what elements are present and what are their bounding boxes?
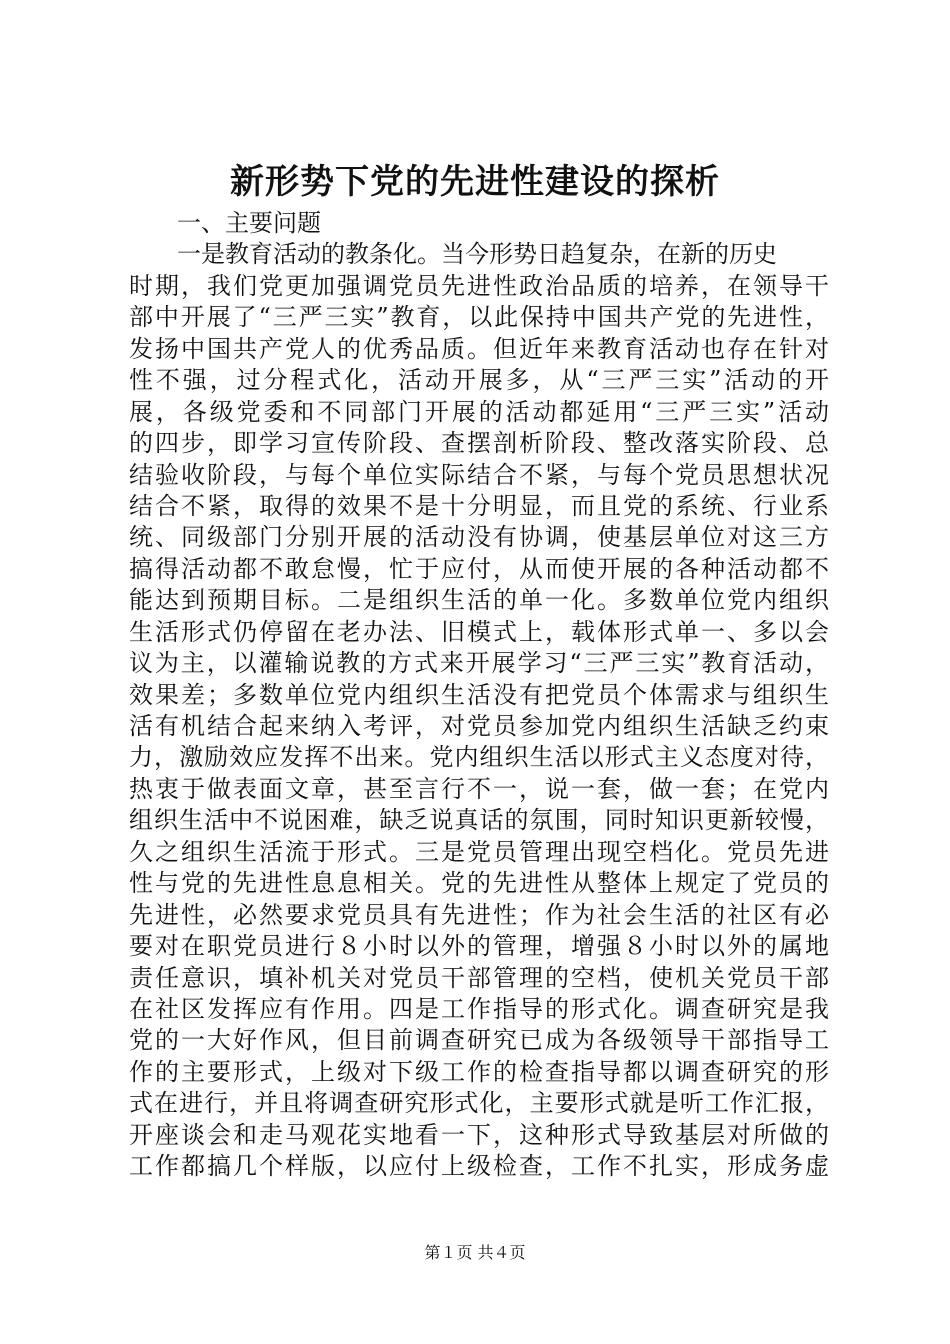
paragraph-line: 在社区发挥应有作用。四是工作指导的形式化。调查研究是我 (129, 994, 829, 1023)
paragraph-line: 党的一大好作风，但目前调查研究已成为各级领导干部指导工 (129, 1026, 829, 1055)
paragraph-line: 效果差；多数单位党内组织生活没有把党员个体需求与组织生 (129, 680, 829, 709)
paragraph-line: 时期，我们党更加强调党员先进性政治品质的培养，在领导干 (129, 271, 829, 300)
paragraph-line: 的四步，即学习宣传阶段、查摆剖析阶段、整改落实阶段、总 (129, 429, 829, 458)
paragraph-line: 热衷于做表面文章，甚至言行不一，说一套，做一套；在党内 (129, 774, 829, 803)
document-title: 新形势下党的先进性建设的探析 (230, 162, 720, 202)
paragraph-line: 责任意识，填补机关对党员干部管理的空档，使机关党员干部 (129, 963, 829, 992)
paragraph-line: 议为主，以灌输说教的方式来开展学习“三严三实”教育活动， (129, 649, 829, 678)
paragraph-line: 性不强，过分程式化，活动开展多，从“三严三实”活动的开 (129, 366, 829, 395)
page-number-footer: 第１页 共４页 (424, 1243, 526, 1262)
paragraph-line: 展，各级党委和不同部门开展的活动都延用“三严三实”活动 (129, 397, 829, 426)
document-body (129, 208, 829, 1183)
paragraph-line: 先进性，必然要求党员具有先进性；作为社会生活的社区有必 (129, 900, 829, 929)
paragraph-line: 工作都搞几个样版，以应付上级检查，工作不扎实，形成务虚 (129, 1152, 829, 1181)
paragraph-line: 活有机结合起来纳入考评，对党员参加党内组织生活缺乏约束 (129, 712, 829, 740)
paragraph-line: 力，激励效应发挥不出来。党内组织生活以形式主义态度对待， (129, 743, 829, 772)
paragraph-line: 久之组织生活流于形式。三是党员管理出现空档化。党员先进 (129, 837, 829, 866)
paragraph-line: 性与党的先进性息息相关。党的先进性从整体上规定了党员的 (129, 869, 829, 898)
paragraph-line: 一是教育活动的教条化。当今形势日趋复杂，在新的历史 (177, 240, 777, 269)
paragraph-line: 要对在职党员进行８小时以外的管理，增强８小时以外的属地 (129, 932, 829, 961)
paragraph-line: 能达到预期目标。二是组织生活的单一化。多数单位党内组织 (129, 586, 829, 615)
paragraph-line: 搞得活动都不敢怠慢，忙于应付，从而使开展的各种活动都不 (129, 554, 829, 583)
paragraph-line: 发扬中国共产党人的优秀品质。但近年来教育活动也存在针对 (129, 334, 829, 363)
paragraph-line: 组织生活中不说困难，缺乏说真话的氛围，同时知识更新较慢， (129, 806, 829, 835)
paragraph-line: 结验收阶段，与每个单位实际结合不紧，与每个党员思想状况 (129, 460, 829, 489)
paragraph-line: 生活形式仍停留在老办法、旧模式上，载体形式单一、多以会 (129, 617, 829, 646)
paragraph-line: 开座谈会和走马观花实地看一下，这种形式导致基层对所做的 (129, 1120, 829, 1149)
section-heading: 一、主要问题 (177, 209, 321, 237)
paragraph-line: 统、同级部门分别开展的活动没有协调，使基层单位对这三方 (129, 523, 829, 552)
paragraph-line: 结合不紧，取得的效果不是十分明显，而且党的系统、行业系 (129, 491, 829, 520)
paragraph-line: 作的主要形式，上级对下级工作的检查指导都以调查研究的形 (129, 1057, 829, 1086)
paragraph-line: 式在进行，并且将调查研究形式化，主要形式就是听工作汇报， (129, 1089, 829, 1118)
paragraph-line: 部中开展了“三严三实”教育，以此保持中国共产党的先进性， (129, 303, 829, 332)
